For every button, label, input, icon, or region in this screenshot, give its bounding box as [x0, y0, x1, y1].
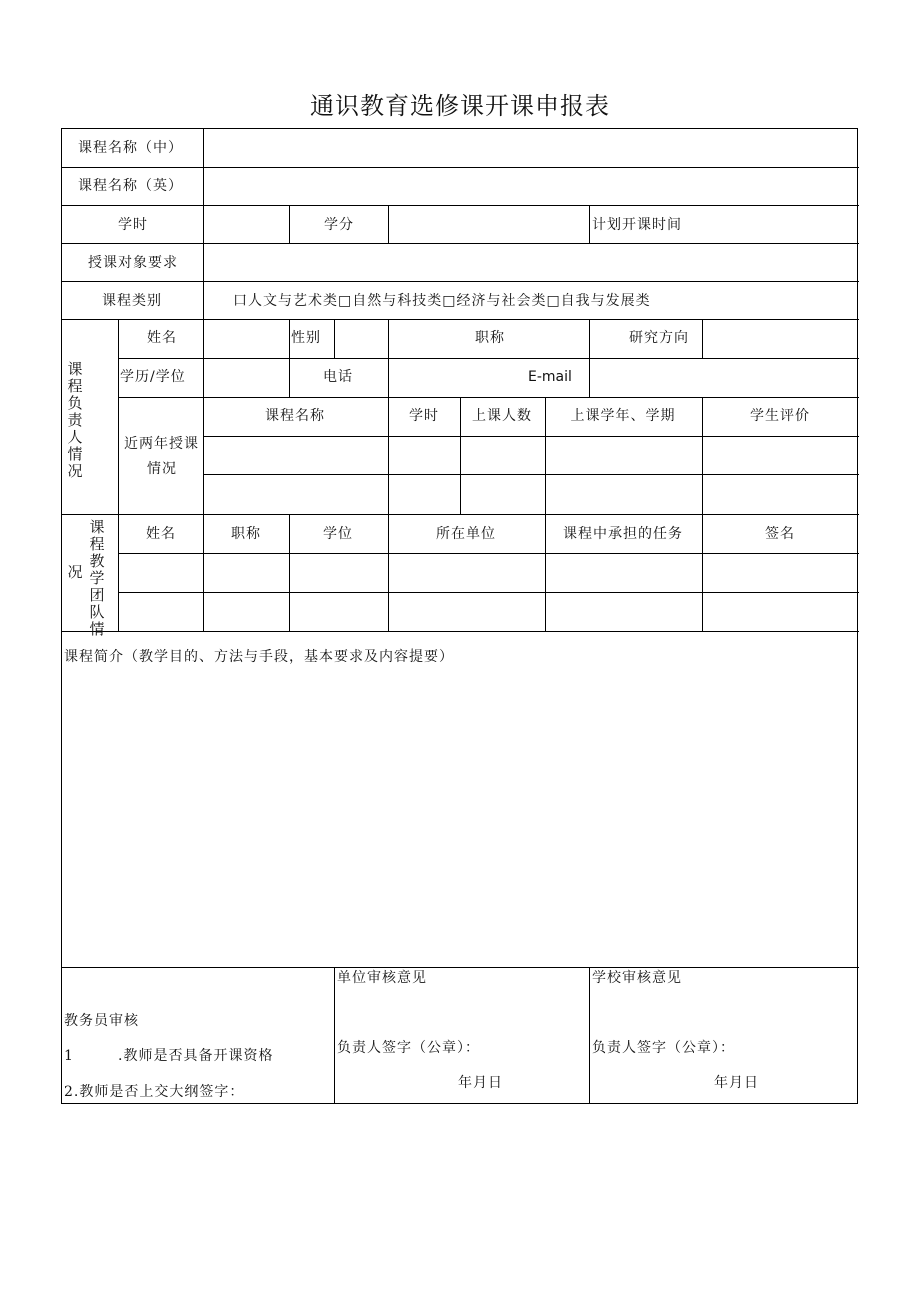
leader-email-field[interactable] — [590, 359, 858, 396]
col-divider — [545, 397, 546, 514]
recent-header-students: 上课人数 — [472, 408, 532, 424]
col-divider — [589, 205, 590, 243]
leader-email-label: E-mail — [528, 369, 572, 385]
leader-section-label-char: 责 — [67, 411, 83, 429]
col-divider — [589, 967, 590, 1103]
clerk-review-title: 教务员审核 — [64, 1013, 139, 1029]
audience-label: 授课对象要求 — [88, 255, 178, 271]
col-divider — [460, 397, 461, 514]
recent-header-course: 课程名称 — [265, 408, 325, 424]
hours-label: 学时 — [118, 217, 148, 233]
clerk-item-1-number: 1 — [64, 1048, 74, 1064]
recent-header-evaluation: 学生评价 — [750, 408, 810, 424]
team-section-label-last: 况 — [67, 563, 83, 581]
team-header-task: 课程中承担的任务 — [563, 526, 683, 542]
row-divider — [118, 592, 859, 593]
team-header-unit: 所在单位 — [436, 526, 496, 542]
col-divider — [118, 319, 119, 631]
team-section-label — [89, 519, 105, 638]
course-intro-label: 课程简介（教学目的、方法与手段，基本要求及内容提要） — [64, 649, 454, 665]
team-header-title: 职称 — [231, 526, 261, 542]
credits-label: 学分 — [324, 217, 354, 233]
row-divider — [203, 436, 859, 437]
leader-section-label-char: 况 — [67, 462, 83, 480]
row-divider — [62, 967, 859, 968]
clerk-item-2: 2.教师是否上交大纲签字： — [64, 1084, 245, 1100]
leader-title-label: 职称 — [475, 330, 505, 346]
leader-section-label-char: 程 — [67, 377, 83, 395]
leader-education-field[interactable] — [204, 359, 288, 396]
col-divider — [203, 397, 204, 514]
col-divider — [388, 514, 389, 631]
leader-research-label: 研究方向 — [629, 330, 689, 346]
team-section-label-char: 程 — [89, 535, 105, 553]
course-name-cn-field[interactable] — [204, 130, 858, 166]
course-name-en-field[interactable] — [204, 168, 858, 204]
col-divider — [702, 514, 703, 631]
leader-gender-label: 性别 — [291, 330, 321, 346]
team-header-name: 姓名 — [146, 526, 176, 542]
planned-time-label: 计划开课时间 — [592, 217, 682, 233]
recent-header-hours: 学时 — [409, 408, 439, 424]
team-section-label-char: 情 — [89, 620, 105, 638]
row-divider — [62, 514, 859, 515]
category-options[interactable]: 口人文与艺术类□自然与科技类□经济与社会类□自我与发展类 — [233, 293, 651, 309]
clerk-item-1: .教师是否具备开课资格 — [118, 1048, 274, 1064]
leader-section-label-char: 情 — [67, 445, 83, 463]
row-divider — [62, 281, 859, 282]
hours-field[interactable] — [204, 206, 288, 242]
recent-teaching-label: 近两年授课 — [124, 436, 199, 452]
col-divider — [289, 205, 290, 243]
credits-field[interactable] — [389, 206, 588, 242]
recent-header-term: 上课学年、学期 — [570, 408, 676, 424]
row-divider — [118, 397, 859, 398]
col-divider — [702, 397, 703, 514]
leader-research-field[interactable] — [703, 320, 858, 357]
school-review-title: 学校审核意见 — [592, 970, 682, 986]
team-section-label-char: 队 — [89, 603, 105, 621]
unit-review-sign: 负责人签字（公章）： — [337, 1040, 480, 1056]
leader-name-label: 姓名 — [147, 330, 177, 346]
school-review-sign: 负责人签字（公章）： — [592, 1040, 735, 1056]
team-section-label-char: 教 — [89, 552, 105, 570]
team-section-label-char: 团 — [89, 586, 105, 604]
leader-phone-label: 电话 — [323, 369, 353, 385]
row-divider — [118, 553, 859, 554]
category-label: 课程类别 — [102, 293, 162, 309]
col-divider — [289, 319, 290, 397]
unit-review-date: 年月日 — [458, 1075, 503, 1091]
page-title: 通识教育选修课开课申报表 — [310, 92, 610, 120]
unit-review-title: 单位审核意见 — [337, 970, 427, 986]
row-divider — [203, 474, 859, 475]
leader-education-label: 学历/学位 — [120, 369, 186, 385]
col-divider — [545, 514, 546, 631]
team-header-signature: 签名 — [765, 526, 795, 542]
col-divider — [289, 514, 290, 631]
leader-section-label-char: 负 — [67, 394, 83, 412]
audience-field[interactable] — [204, 244, 858, 280]
col-divider — [203, 514, 204, 631]
leader-section-label-char: 人 — [67, 428, 83, 446]
team-section-label-char: 课 — [89, 518, 105, 536]
school-review-date: 年月日 — [714, 1075, 759, 1091]
row-divider — [62, 631, 859, 632]
leader-name-field[interactable] — [204, 320, 288, 357]
team-header-degree: 学位 — [323, 526, 353, 542]
leader-gender-field[interactable] — [335, 320, 387, 357]
leader-section-label — [67, 361, 83, 480]
leader-section-label-char: 课 — [67, 360, 83, 378]
application-form-table — [61, 128, 858, 1104]
course-name-cn-label: 课程名称（中） — [78, 140, 183, 156]
course-name-en-label: 课程名称（英） — [78, 178, 183, 194]
col-divider — [334, 967, 335, 1103]
recent-teaching-label-2: 情况 — [147, 461, 177, 477]
course-intro-field[interactable] — [63, 669, 858, 965]
col-divider — [388, 319, 389, 514]
team-section-label-char: 学 — [89, 569, 105, 587]
